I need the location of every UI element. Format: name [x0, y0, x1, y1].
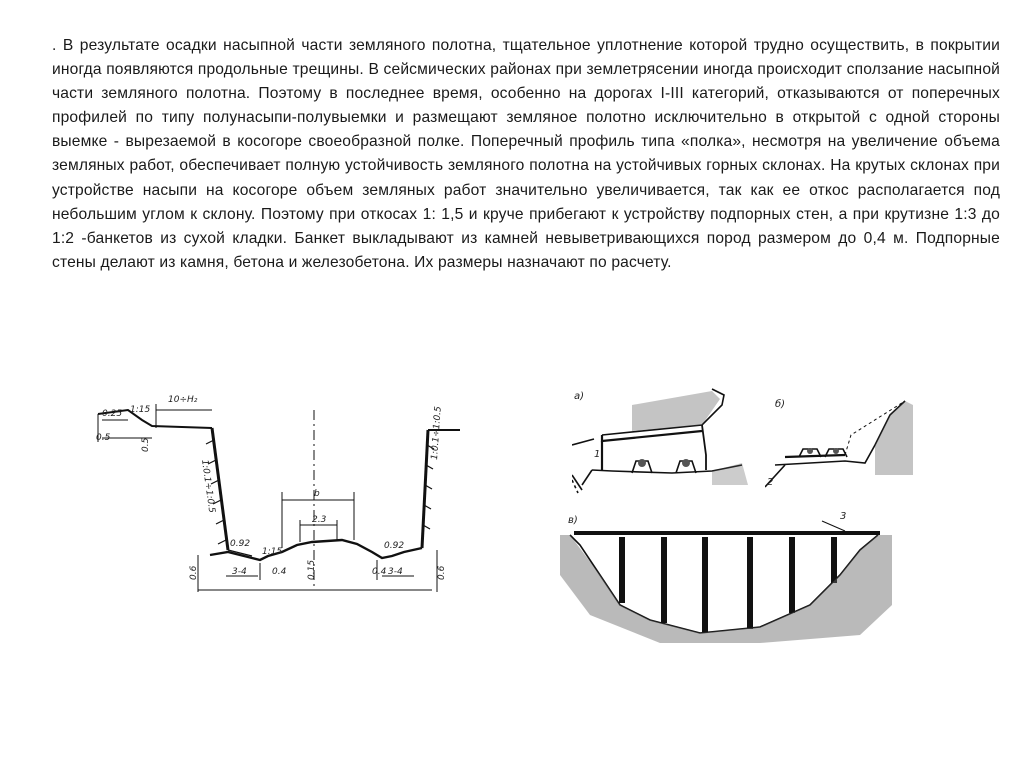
label-b-fig: б): [775, 399, 786, 410]
label-a: a): [574, 391, 585, 402]
label-04a: 0.4: [272, 567, 287, 577]
label-b: b: [314, 489, 320, 499]
body-paragraph: [52, 34, 1000, 275]
label-34-right: 3-4: [388, 567, 403, 577]
gallery-diagram-b: [765, 395, 915, 490]
label-092-left: 0.92: [230, 539, 251, 549]
label-1: 1: [594, 449, 601, 460]
cut-cross-section-diagram: [92, 380, 462, 600]
label-115: 1:15: [262, 547, 283, 557]
label-top-dim: 10÷H₂: [168, 395, 198, 405]
label-04b: 0.4: [372, 567, 387, 577]
label-092-right: 0.92: [384, 541, 405, 551]
label-3: 3: [840, 511, 847, 522]
label-2: 2: [767, 477, 774, 488]
label-34-left: 3-4: [232, 567, 247, 577]
label-15: 1:15: [130, 405, 151, 415]
label-06-left: 0.6: [189, 565, 199, 580]
label-slope-left: 1:0.1÷1:0.5: [199, 459, 217, 514]
paragraph-text: . В результате осадки насыпной части земляного полотна, тщательное уплотнение которой трудно осуществить, в покрытии иногда появляются продольные трещины. В сейсмических районах при землетрясении иногда происходит сползание насыпной части земляного полотна. Поэтому в последнее время, особенно на дорогах I-III категорий, отказываются от поперечных профилей по типу полунасыпи-полувыемки и размещают земляное полотно исключительно в открытой с одной стороны выемке - вырезаемой в косогоре своеобразной полке. Поперечный профиль типа «полка», несмотря на увеличение объема земляных работ, обеспечивает полную устойчивость земляного полотна на устойчивых горных склонах. На крутых склонах при устройстве насыпи на косогоре объем земляных работ значительно увеличивается, так как ее откос располагается под небольшим углом к склону. Поэтому при откосах 1: 1,5 и круче прибегают к устройству подпорных стен, а при крутизне 1:3 до 1:2 -банкетов из сухой кладки. Банкет выкладывают из камней невыветривающихся пород размером до 0,4 м. Подпорные стены делают из камня, бетона и железобетона. Их размеры назначают по расчету.: [52, 37, 1000, 271]
label-06-right: 0.6: [437, 565, 447, 580]
label-slope-right: 1:0.1÷1:0.5: [430, 405, 444, 461]
label-23: 2.3: [312, 515, 327, 525]
label-015: 0.15: [307, 559, 317, 580]
label-025: 0.25: [102, 409, 123, 419]
label-05b: 0.5: [141, 437, 151, 452]
label-05a: 0.5: [96, 433, 111, 443]
trestle-diagram-v: [560, 505, 900, 645]
gallery-diagram-a: [572, 385, 752, 495]
label-v: в): [568, 515, 578, 526]
